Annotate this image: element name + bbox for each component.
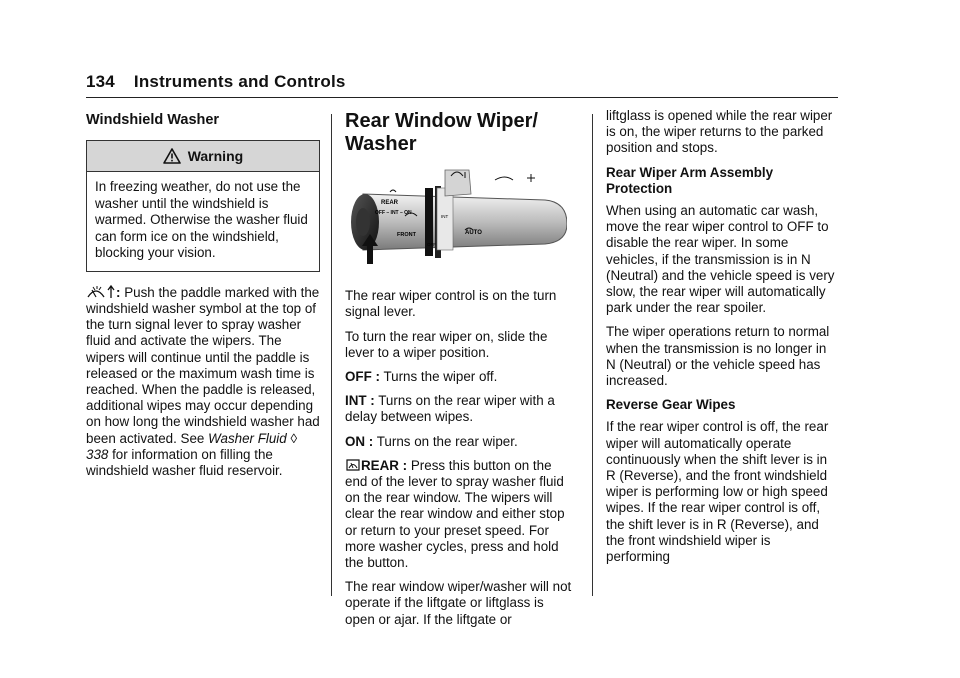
paddle-paragraph (86, 284, 320, 479)
rear-washer-icon (345, 458, 361, 472)
page-number: 134 (86, 72, 115, 91)
int-paragraph (345, 393, 577, 425)
arm-protection-paragraph-2: The wiper operations return to normal when the transmission is no longer in N (Neutral) or the vehicle speed has increased. (606, 324, 830, 389)
arm-protection-title: Rear Wiper Arm Assembly Protection (606, 164, 774, 196)
column-divider-2 (592, 114, 593, 596)
rear-paragraph (345, 458, 577, 571)
int-text: Turns on the rear wiper with a delay between wipes. (345, 393, 555, 425)
figure-label-off: OFF (427, 242, 436, 247)
paddle-term: : (116, 284, 121, 300)
figure-label-auto: AUTO (465, 230, 482, 236)
figure-label-positions: OFF – INT – ON (375, 210, 412, 216)
warning-text: In freezing weather, do not use the washer until the windshield is warmed. Otherwise the washer fluid can form ice on the windshield, blocking your vision. (95, 179, 308, 261)
figure-label-rear: REAR (381, 200, 399, 206)
column-3 (606, 108, 838, 573)
reference-symbol: ◊ (290, 430, 298, 446)
on-paragraph (345, 434, 577, 450)
figure-label-front: FRONT (397, 232, 416, 238)
turn-signal-lever-illustration (345, 164, 567, 276)
reference-page[interactable]: 338 (86, 446, 109, 462)
paddle-text-1: Push the paddle marked with the windshield washer symbol at the top of the turn signal lever to spray washer fluid and activate the wipers. The wipers will continue until the paddle is released or the maximum wash time is reached. When the paddle is released, additional wipes may occur depending on how long the windshield washer had been activated. See (86, 284, 320, 446)
on-term: ON : (345, 433, 374, 449)
arm-protection-paragraph-1: When using an automatic car wash, move the rear wiper control to OFF to disable the rear wiper. In some vehicles, if the transmission is in N (Neutral) and the vehicle speed is very slow, the rear wiper will automatically park under the rear spoiler. (606, 203, 835, 316)
reverse-gear-title: Reverse Gear Wipes (606, 397, 736, 413)
warning-header (87, 141, 319, 172)
liftgate-paragraph: The rear window wiper/washer will not operate if the liftgate or liftglass is open or ajar. If the liftgate or (345, 579, 572, 627)
section-title-windshield-washer: Windshield Washer (86, 112, 220, 128)
column-2 (345, 108, 577, 636)
off-text: Turns the wiper off. (383, 369, 498, 385)
on-text: Turns on the rear wiper. (376, 433, 518, 449)
continued-paragraph: liftglass is opened while the rear wiper is on, the wiper returns to the parked position and stops. (606, 108, 833, 156)
chapter-title: Instruments and Controls (133, 72, 346, 91)
header-rule (86, 97, 838, 98)
rear-text: Press this button on the end of the lever to spray washer fluid on the rear window. The wipers will clear the rear window and either stop or return to your preset speed. For more washer cycles, press and hold the button. (345, 457, 565, 571)
windshield-washer-icon (86, 284, 116, 299)
column-divider-1 (331, 114, 332, 596)
paddle-text-2: for information on filling the windshield washer fluid reservoir. (86, 446, 283, 478)
off-paragraph (345, 369, 577, 385)
int-term: INT : (345, 393, 375, 409)
intro-paragraph-2: To turn the rear wiper on, slide the lever to a wiper position. (345, 328, 548, 360)
washer-fluid-link[interactable]: Washer Fluid (208, 430, 287, 446)
warning-box (86, 140, 320, 272)
page-header (86, 72, 346, 92)
rear-wiper-heading: Rear Window Wiper/ Washer (345, 110, 538, 155)
off-term: OFF : (345, 369, 380, 385)
reverse-gear-paragraph: If the rear wiper control is off, the rear wiper will automatically operate continuously when the shift lever is in R (Reverse), and the front windshield wiper is performing low or high speed wipes. If the rear wiper control is off, the shift lever is in R (Reverse), and the front windshield wiper is performing (606, 419, 829, 565)
rear-term: REAR : (361, 457, 408, 473)
figure-label-int: INT (441, 214, 449, 219)
warning-icon (163, 148, 181, 164)
intro-paragraph-1: The rear wiper control is on the turn signal lever. (345, 288, 557, 320)
column-1 (86, 108, 320, 487)
warning-title: Warning (187, 148, 244, 165)
